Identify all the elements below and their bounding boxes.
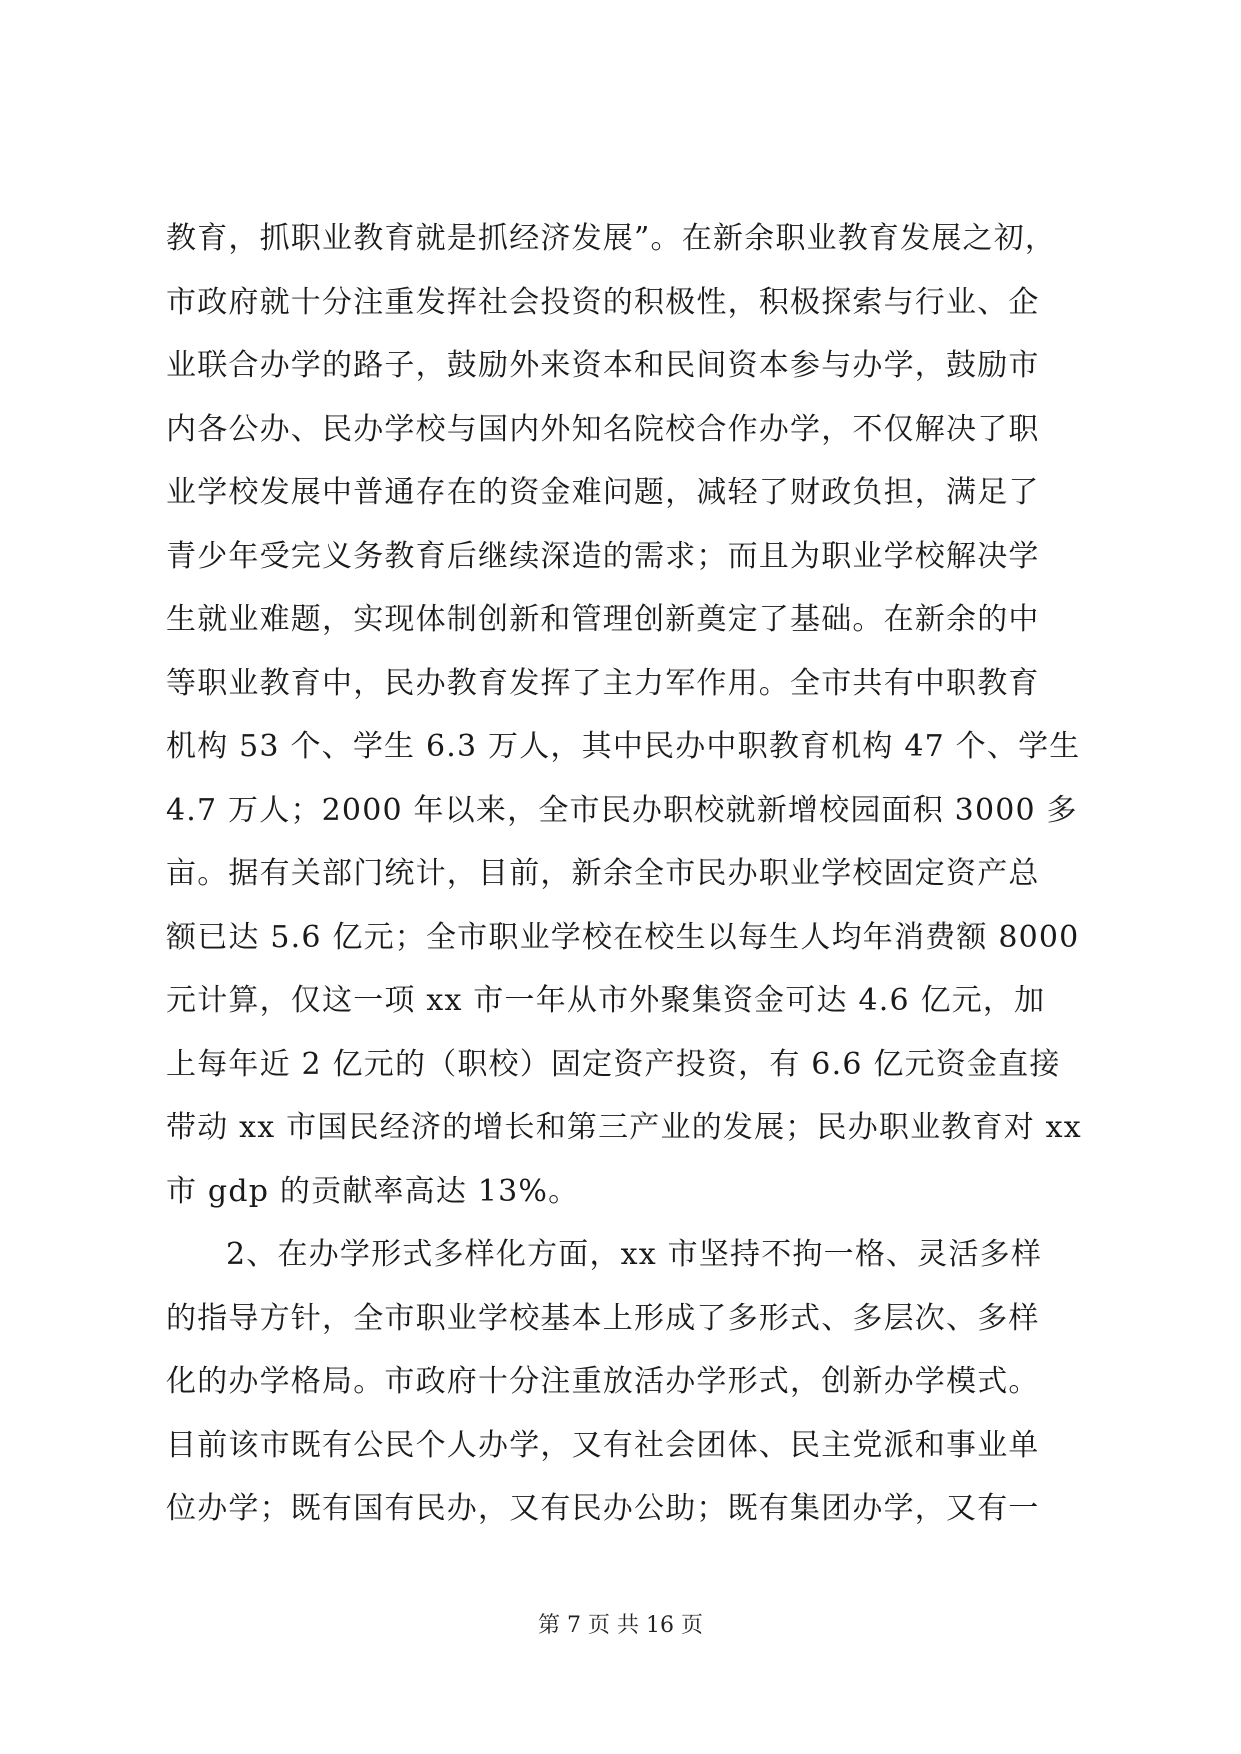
text-line: 亩。据有关部门统计，目前，新余全市民办职业学校固定资产总 (166, 856, 1040, 891)
text-line: 等职业教育中，民办教育发挥了主力军作用。全市共有中职教育 (166, 665, 1040, 701)
text-line: 位办学；既有国有民办，又有民办公助；既有集团办学，又有一 (166, 1491, 1040, 1526)
page-number-footer: 第 7 页 共 16 页 (538, 1613, 703, 1638)
text-line: 教育，抓职业教育就是抓经济发展”。在新余职业教育发展之初， (166, 221, 1057, 256)
text-line: 青少年受完义务教育后继续深造的需求；而且为职业学校解决学 (166, 538, 1040, 574)
text-line: 的指导方针，全市职业学校基本上形成了多形式、多层次、多样 (166, 1300, 1040, 1336)
text-line: 4.7 万人；2000 年以来，全市民办职校就新增校园面积 3000 多 (166, 792, 1078, 828)
paragraph-start-line: 2、在办学形式多样化方面，xx 市坚持不拘一格、灵活多样 (226, 1237, 1043, 1272)
text-line: 带动 xx 市国民经济的增长和第三产业的发展；民办职业教育对 xx (166, 1110, 1082, 1145)
text-line: 业学校发展中普通存在的资金难问题，减轻了财政负担，满足了 (166, 475, 1040, 510)
text-line: 上每年近 2 亿元的（职校）固定资产投资，有 6.6 亿元资金直接 (166, 1046, 1061, 1082)
text-line: 化的办学格局。市政府十分注重放活办学形式，创新办学模式。 (166, 1364, 1040, 1399)
text-line: 内各公办、民办学校与国内外知名院校合作办学，不仅解决了职 (166, 411, 1040, 447)
text-line: 业联合办学的路子，鼓励外来资本和民间资本参与办学，鼓励市 (166, 348, 1040, 383)
body-text (166, 207, 1096, 1541)
text-line: 市政府就十分注重发挥社会投资的积极性，积极探索与行业、企 (166, 284, 1040, 320)
text-line: 额已达 5.6 亿元；全市职业学校在校生以每生人均年消费额 8000 (166, 919, 1080, 955)
text-line: 机构 53 个、学生 6.3 万人，其中民办中职教育机构 47 个、学生 (166, 729, 1081, 764)
text-line: 市 gdp 的贡献率高达 13%。 (166, 1173, 580, 1209)
text-line: 目前该市既有公民个人办学，又有社会团体、民主党派和事业单 (166, 1427, 1040, 1463)
text-line: 元计算，仅这一项 xx 市一年从市外聚集资金可达 4.6 亿元，加 (166, 983, 1046, 1018)
text-line: 生就业难题，实现体制创新和管理创新奠定了基础。在新余的中 (166, 602, 1040, 637)
